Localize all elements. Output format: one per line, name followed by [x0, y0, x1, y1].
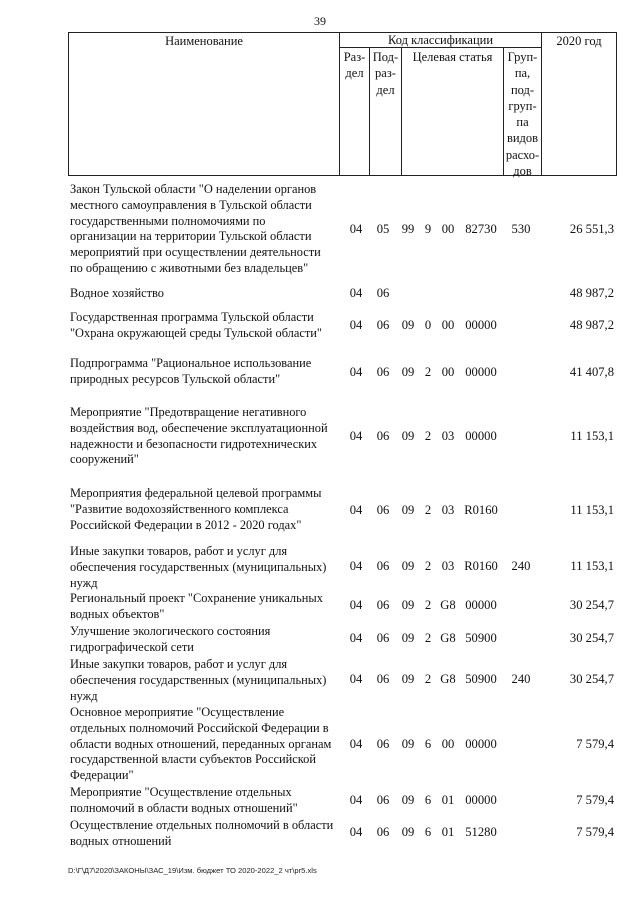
header-divider-year [541, 32, 542, 176]
header-border-left [68, 32, 69, 176]
header-name: Наименование [165, 34, 243, 48]
header-celevaya: Целевая статья [412, 50, 493, 64]
header-gruppa: Груп- па, под- груп- па видов расхо- дов [505, 50, 540, 179]
header-razdel: Раз- дел [343, 50, 366, 81]
header-podrazdel: Под- раз- дел [372, 50, 399, 97]
header-year: 2020 год [556, 34, 602, 48]
page-number: 39 [314, 14, 326, 28]
footer-file-path: D:\Г\Д7\2020\ЗАКОНЫ\ЗАС_19\Изм. бюджет ТО 2020-2022_2 чт\pr5.xls [68, 866, 317, 875]
header-border-right [616, 32, 617, 176]
header-classification: Код классификации [387, 33, 494, 47]
header-divider-podrazdel [401, 47, 402, 176]
